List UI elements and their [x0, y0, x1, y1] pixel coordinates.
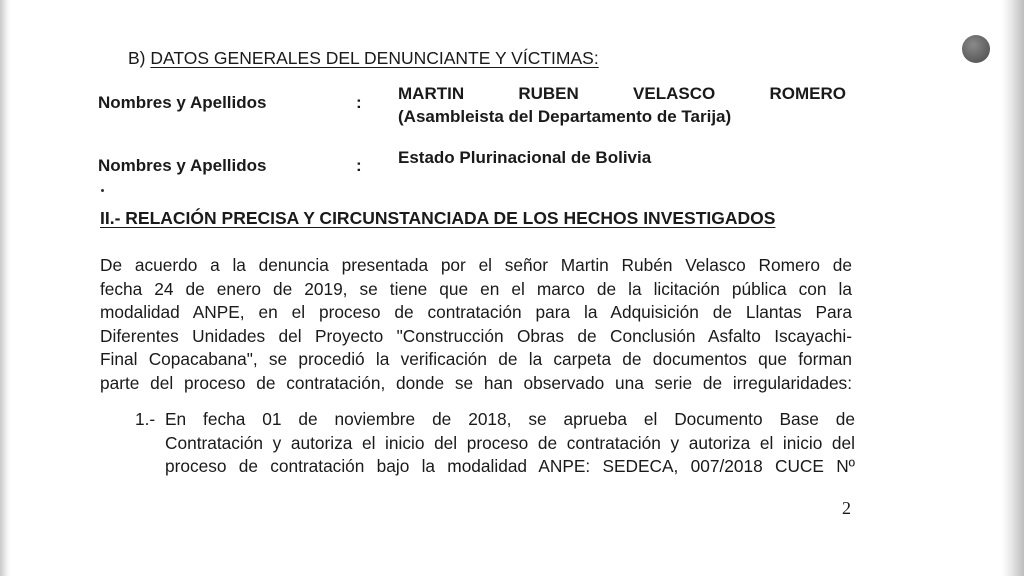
ink-speck	[101, 189, 104, 192]
field-separator-2: :	[356, 156, 362, 175]
paragraph-line: Final Copacabana", se procedió la verificación de la carpeta de documentos que forman	[100, 349, 852, 370]
punch-hole-mark	[962, 35, 990, 63]
list-item-line: En fecha 01 de noviembre de 2018, se aprueba el Documento Base de	[165, 409, 855, 429]
section-b-heading	[128, 47, 599, 69]
paragraph-line: modalidad ANPE, en el proceso de contratación para la Adquisición de Llantas Para	[100, 302, 852, 323]
section-b-prefix: B)	[128, 48, 146, 68]
list-item-line: Contratación y autoriza el inicio del proceso de contratación y autoriza el inicio del	[165, 432, 855, 453]
field-value-1-line1: MARTIN RUBEN VELASCO ROMERO	[398, 84, 846, 103]
field-value-2: Estado Plurinacional de Bolivia	[398, 148, 652, 167]
paragraph-line: De acuerdo a la denuncia presentada por el señor Martin Rubén Velasco Romero de	[100, 255, 852, 275]
section-ii-heading: II.- RELACIÓN PRECISA Y CIRCUNSTANCIADA DE LOS HECHOS INVESTIGADOS	[100, 208, 776, 228]
list-item-number: 1.-	[135, 409, 156, 429]
field-label-1: Nombres y Apellidos	[98, 93, 267, 112]
list-item-body	[165, 408, 855, 479]
field-label-2: Nombres y Apellidos	[98, 156, 267, 175]
paragraph-line: parte del proceso de contratación, donde se han observado una serie de irregularidades:	[100, 372, 852, 393]
list-item-line: proceso de contratación bajo la modalidad ANPE: SEDECA, 007/2018 CUCE Nº	[165, 456, 855, 477]
paragraph-line: fecha 24 de enero de 2019, se tiene que en el marco de la licitación pública con la	[100, 278, 852, 299]
paragraph-line: Diferentes Unidades del Proyecto "Construcción Obras de Conclusión Asfalto Iscayachi-	[100, 325, 852, 346]
section-b-title: DATOS GENERALES DEL DENUNCIANTE Y VÍCTIMAS:	[150, 48, 599, 68]
scan-left-edge	[0, 0, 10, 576]
field-value-1-line2: (Asambleista del Departamento de Tarija)	[398, 107, 732, 126]
field-separator-1: :	[356, 93, 362, 112]
page-number: 2	[842, 498, 851, 518]
scan-right-edge	[1002, 0, 1024, 576]
body-paragraph	[100, 254, 852, 396]
